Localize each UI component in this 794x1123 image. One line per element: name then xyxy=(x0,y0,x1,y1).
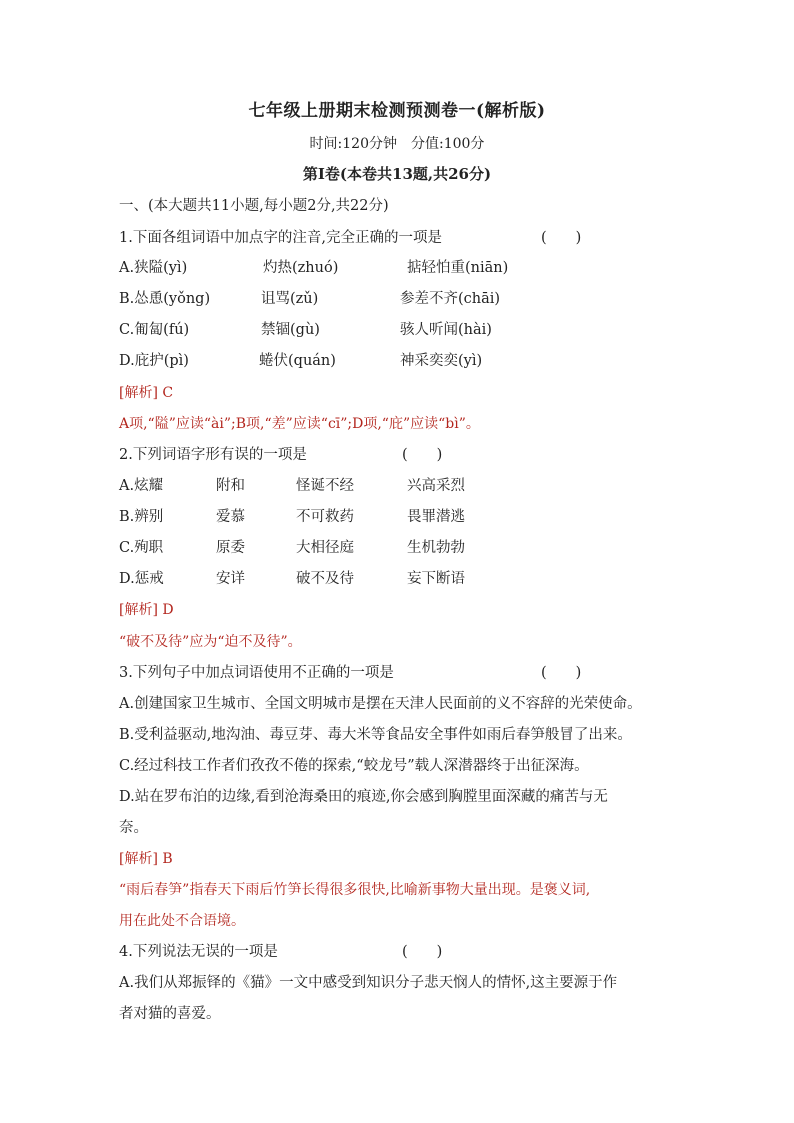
q3-option-b: B.受利益驱动,地沟油、毒豆芽、毒大米等食品安全事件如雨后春笋般冒了出来。 xyxy=(119,727,632,743)
question-1-answer-blank: ( ) xyxy=(541,230,582,246)
q2-option-a-3: 怪诞不经 xyxy=(296,478,354,494)
q2-option-a-1: A.炫耀 xyxy=(119,478,164,494)
volume-heading: 第Ⅰ卷(本卷共13题,共26分) xyxy=(302,165,492,183)
q2-option-b-1: B.辨别 xyxy=(119,509,164,525)
q1-option-c-2: 禁锢(gù) xyxy=(261,322,320,338)
q2-option-c-2: 原委 xyxy=(216,540,245,556)
time-info: 时间:120分钟 分值:100分 xyxy=(309,136,485,152)
q1-option-d-3: 神采奕奕(yì) xyxy=(400,353,483,369)
q2-option-d-3: 破不及待 xyxy=(296,571,354,587)
q2-option-a-4: 兴高采烈 xyxy=(407,478,465,494)
q2-option-b-2: 爱慕 xyxy=(216,509,245,525)
q2-option-c-1: C.殉职 xyxy=(119,540,164,556)
q1-option-c-1: C.匍匐(fú) xyxy=(119,322,190,338)
q3-option-a: A.创建国家卫生城市、全国文明城市是摆在天津人民面前的义不容辞的光荣使命。 xyxy=(119,696,642,712)
question-2-stem: 2.下列词语字形有误的一项是 xyxy=(119,447,307,463)
q2-option-c-3: 大相径庭 xyxy=(296,540,354,556)
q3-answer-tag: [解析] B xyxy=(119,851,173,867)
q1-option-b-2: 诅骂(zǔ) xyxy=(261,291,319,307)
q4-option-a-cont: 者对猫的喜爱。 xyxy=(119,1006,221,1022)
q1-explanation: A项,“隘”应读“ài”;B项,“差”应读“cī”;D项,“庇”应读“bì”。 xyxy=(119,416,480,432)
question-3-answer-blank: ( ) xyxy=(541,665,582,681)
q2-option-d-2: 安详 xyxy=(216,571,245,587)
q2-option-b-3: 不可救药 xyxy=(296,509,354,525)
page-title: 七年级上册期末检测预测卷一(解析版) xyxy=(248,101,546,121)
q2-option-d-1: D.惩戒 xyxy=(119,571,164,587)
q3-explanation-line-2: 用在此处不合语境。 xyxy=(119,913,245,929)
q3-option-d: D.站在罗布泊的边缘,看到沧海桑田的痕迹,你会感到胸膛里面深藏的痛苦与无 xyxy=(119,789,608,805)
q2-option-d-4: 妄下断语 xyxy=(407,571,465,587)
q2-option-b-4: 畏罪潜逃 xyxy=(407,509,465,525)
q2-option-c-4: 生机勃勃 xyxy=(407,540,465,556)
q1-option-a-2: 灼热(zhuó) xyxy=(263,260,339,276)
q1-answer-tag: [解析] C xyxy=(119,385,174,401)
q3-explanation-line-1: “雨后春笋”指春天下雨后竹笋长得很多很快,比喻新事物大量出现。是褒义词, xyxy=(119,882,591,898)
q2-option-a-2: 附和 xyxy=(216,478,245,494)
q1-option-b-3: 参差不齐(chāi) xyxy=(400,291,501,307)
q3-option-c: C.经过科技工作者们孜孜不倦的探索,“蛟龙号”载人深潜器终于出征深海。 xyxy=(119,758,589,774)
q1-option-c-3: 骇人听闻(hài) xyxy=(400,322,492,338)
q1-option-d-2: 蜷伏(quán) xyxy=(259,353,336,369)
q2-answer-tag: [解析] D xyxy=(119,602,174,618)
question-4-answer-blank: ( ) xyxy=(402,944,443,960)
section-heading: 一、(本大题共11小题,每小题2分,共22分) xyxy=(119,198,389,214)
question-4-stem: 4.下列说法无误的一项是 xyxy=(119,944,278,960)
q3-option-d-cont: 奈。 xyxy=(119,820,148,836)
question-2-answer-blank: ( ) xyxy=(402,447,443,463)
question-3-stem: 3.下列句子中加点词语使用不正确的一项是 xyxy=(119,665,394,681)
question-1-stem: 1.下面各组词语中加点字的注音,完全正确的一项是 xyxy=(119,230,442,246)
q2-explanation: “破不及待”应为“迫不及待”。 xyxy=(119,634,302,650)
q1-option-a-1: A.狭隘(yì) xyxy=(119,260,188,276)
q4-option-a: A.我们从郑振铎的《猫》一文中感受到知识分子悲天悯人的情怀,这主要源于作 xyxy=(119,975,618,991)
q1-option-d-1: D.庇护(pì) xyxy=(119,353,189,369)
q1-option-a-3: 掂轻怕重(niān) xyxy=(407,260,509,276)
q1-option-b-1: B.怂恿(yǒng) xyxy=(119,291,211,307)
